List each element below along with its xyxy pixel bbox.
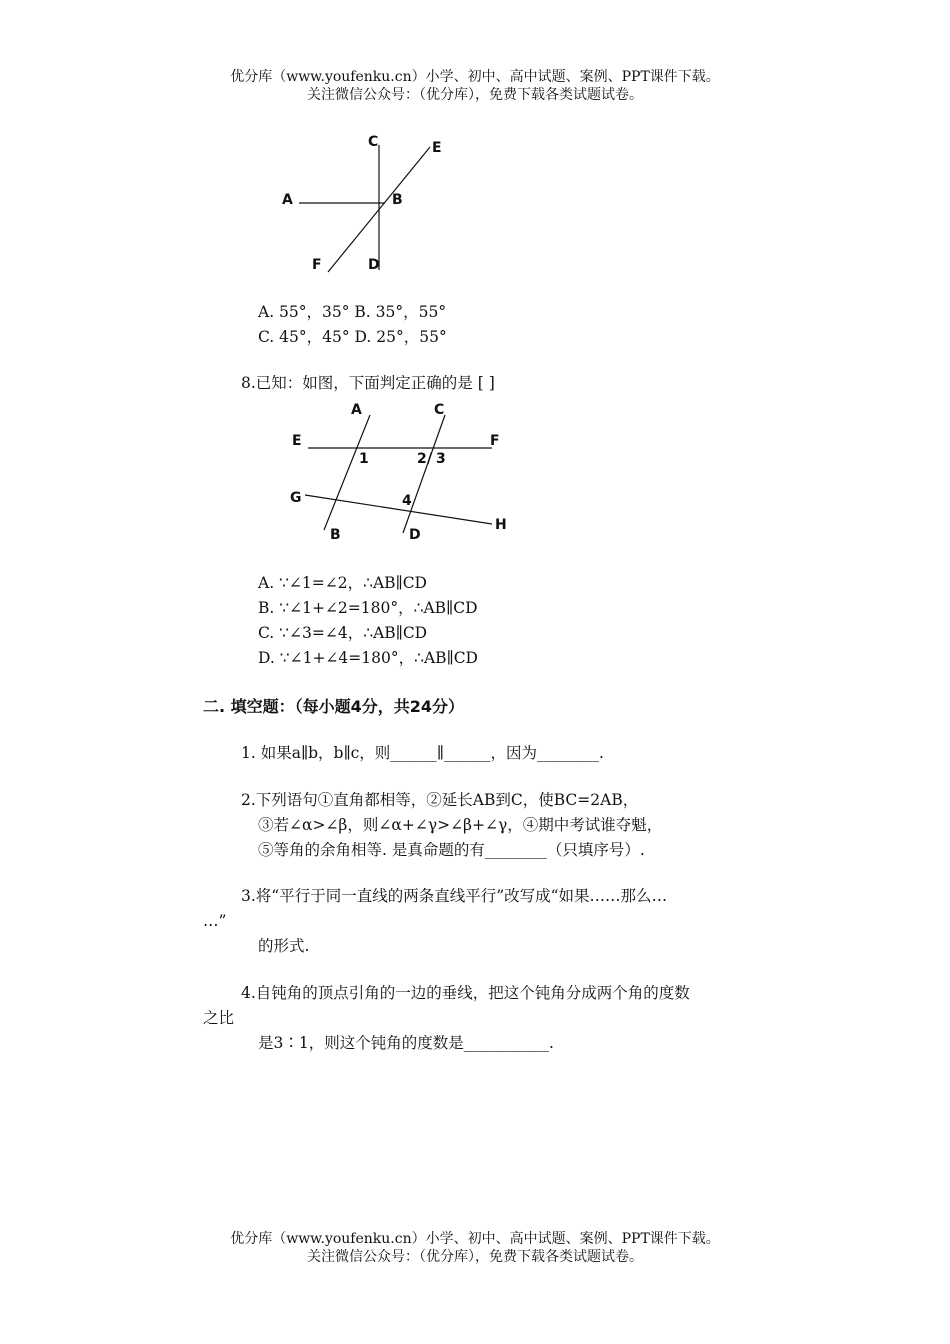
label-e: E [432, 140, 442, 156]
q8-option-d: D. ∵∠1+∠4=180°，∴AB∥CD [258, 649, 478, 667]
q7-option-row-1: A. 55°，35° B. 35°，55° [258, 303, 447, 321]
label-g: G [290, 490, 302, 506]
label-d: D [409, 527, 421, 543]
label-a: A [351, 402, 362, 418]
fill-q4-line-1: 4.自钝角的顶点引角的一边的垂线，把这个钝角分成两个角的度数 [241, 984, 690, 1002]
fill-q2-line-3: ⑤等角的余角相等. 是真命题的有________（只填序号）. [258, 841, 645, 859]
label-b: B [330, 527, 341, 543]
line-ab [324, 415, 370, 530]
fill-q4-line-3: 是3∶1，则这个钝角的度数是___________. [258, 1034, 554, 1052]
section-2-title: 二. 填空题：（每小题4分，共24分） [203, 697, 465, 716]
q8-option-c: C. ∵∠3=∠4，∴AB∥CD [258, 624, 428, 642]
label-h: H [495, 517, 507, 533]
label-c: C [368, 134, 379, 150]
label-4: 4 [402, 493, 412, 509]
fill-q2-line-2: ③若∠α>∠β，则∠α+∠γ>∠β+∠γ，④期中考试谁夺魁， [258, 816, 663, 834]
fill-q3-line-1: 3.将“平行于同一直线的两条直线平行”改写成“如果……那么… [241, 887, 668, 905]
label-2: 2 [417, 451, 427, 467]
q7-option-row-2: C. 45°，45° D. 25°，55° [258, 328, 447, 346]
figure-q8-parallel-lines [280, 395, 520, 550]
footer-line-1: 优分库（www.youfenku.cn）小学、初中、高中试题、案例、PPT课件下载。 [230, 1231, 720, 1247]
line-gh [305, 495, 492, 524]
header-line-1: 优分库（www.youfenku.cn）小学、初中、高中试题、案例、PPT课件下载。 [230, 69, 720, 85]
label-c: C [434, 402, 445, 418]
fill-q4-line-2: 之比 [203, 1009, 235, 1027]
label-d: D [368, 257, 380, 273]
label-a: A [282, 192, 293, 208]
fill-q3-line-3: 的形式. [258, 937, 310, 955]
fill-q2-line-1: 2.下列语句①直角都相等，②延长AB到C，使BC=2AB， [241, 791, 639, 809]
q8-option-a: A. ∵∠1=∠2，∴AB∥CD [258, 574, 427, 592]
q8-stem: 8.已知：如图，下面判定正确的是 [ ] [241, 374, 495, 392]
fill-q3-line-2: …” [203, 912, 227, 930]
label-slash: / [427, 451, 433, 467]
label-b: B [392, 192, 403, 208]
header-line-2: 关注微信公众号：（优分库），免费下载各类试题试卷。 [307, 87, 643, 103]
label-e: E [292, 433, 302, 449]
footer-line-2: 关注微信公众号：（优分库），免费下载各类试题试卷。 [307, 1249, 643, 1265]
label-f: F [490, 433, 500, 449]
q8-option-b: B. ∵∠1+∠2=180°，∴AB∥CD [258, 599, 478, 617]
fill-q1: 1. 如果a∥b，b∥c，则______∥______，因为________. [241, 744, 604, 762]
label-f: F [312, 257, 322, 273]
figure-q7-intersecting-lines [270, 125, 470, 280]
label-3: 3 [436, 451, 446, 467]
label-1: 1 [359, 451, 369, 467]
